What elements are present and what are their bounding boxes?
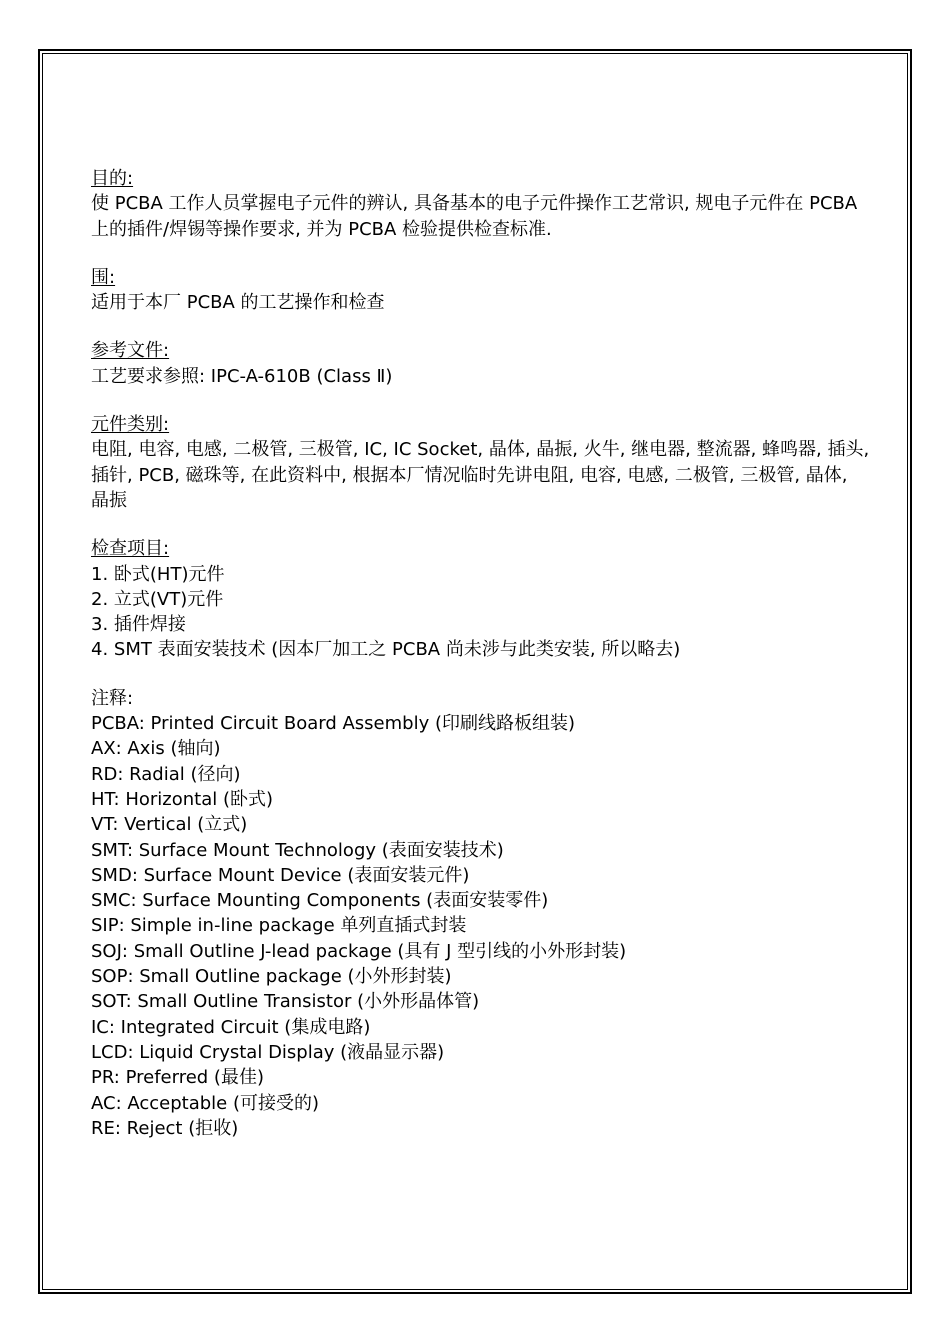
- notes-heading: 注释:: [91, 687, 134, 709]
- notes-section: [91, 686, 871, 1141]
- list-item: SMC: Surface Mounting Components (表面安装零件): [91, 890, 549, 912]
- list-item: 4. SMT 表面安装技术 (因本厂加工之 PCBA 尚未涉与此类安装, 所以略去): [91, 639, 681, 661]
- list-item: SOP: Small Outline package (小外形封装): [91, 966, 452, 988]
- reference-section: [91, 338, 871, 389]
- purpose-section: [91, 166, 871, 242]
- list-item: VT: Vertical (立式): [91, 814, 248, 836]
- list-item: AC: Acceptable (可接受的): [91, 1092, 319, 1114]
- component-types-heading: 元件类别:: [91, 414, 170, 436]
- document-body: [91, 166, 871, 1164]
- component-types-section: [91, 412, 871, 513]
- list-item: SOJ: Small Outline J-lead package (具有 J 型引线的小外形封装): [91, 940, 627, 962]
- purpose-heading: 目的:: [91, 168, 134, 189]
- list-item: SMT: Surface Mount Technology (表面安装技术): [91, 839, 504, 861]
- list-item: RE: Reject (拒收): [91, 1117, 239, 1139]
- purpose-text: 使 PCBA 工作人员掌握电子元件的辨认, 具备基本的电子元件操作工艺常识, 规电子元件在 PCBA 上的插件/焊锡等操作要求, 并为 PCBA 检验提供检查标准.: [91, 193, 858, 240]
- list-item: PR: Preferred (最佳): [91, 1067, 264, 1089]
- inspection-items-section: [91, 536, 871, 662]
- list-item: IC: Integrated Circuit (集成电路): [91, 1016, 371, 1038]
- list-item: LCD: Liquid Crystal Display (液晶显示器): [91, 1041, 445, 1063]
- list-item: PCBA: Printed Circuit Board Assembly (印刷线路板组装): [91, 713, 575, 735]
- list-item: AX: Axis (轴向): [91, 738, 221, 760]
- reference-text: 工艺要求参照: IPC-A-610B (Class Ⅱ): [91, 365, 393, 387]
- list-item: 2. 立式(VT)元件: [91, 588, 224, 610]
- inspection-items-heading: 检查项目:: [91, 538, 170, 560]
- scope-section: [91, 265, 871, 316]
- list-item: SMD: Surface Mount Device (表面安装元件): [91, 864, 470, 886]
- list-item: SIP: Simple in-line package 单列直插式封装: [91, 915, 467, 937]
- list-item: HT: Horizontal (卧式): [91, 788, 274, 810]
- component-types-text: 电阻, 电容, 电感, 二极管, 三极管, IC, IC Socket, 晶体, 晶振, 火牛, 继电器, 整流器, 蜂鸣器, 插头, 插针, PCB, 磁珠等, 在此资料中, 根据本厂情况临时先讲电阻, 电容, 电感, 二极管, 三极管, 晶体, 晶振: [91, 439, 870, 511]
- reference-heading: 参考文件:: [91, 340, 170, 362]
- list-item: SOT: Small Outline Transistor (小外形晶体管): [91, 991, 480, 1013]
- scope-heading: 围:: [91, 266, 116, 288]
- list-item: 1. 卧式(HT)元件: [91, 563, 225, 585]
- scope-text: 适用于本厂 PCBA 的工艺操作和检查: [91, 292, 385, 314]
- list-item: RD: Radial (径向): [91, 763, 241, 785]
- list-item: 3. 插件焊接: [91, 614, 186, 636]
